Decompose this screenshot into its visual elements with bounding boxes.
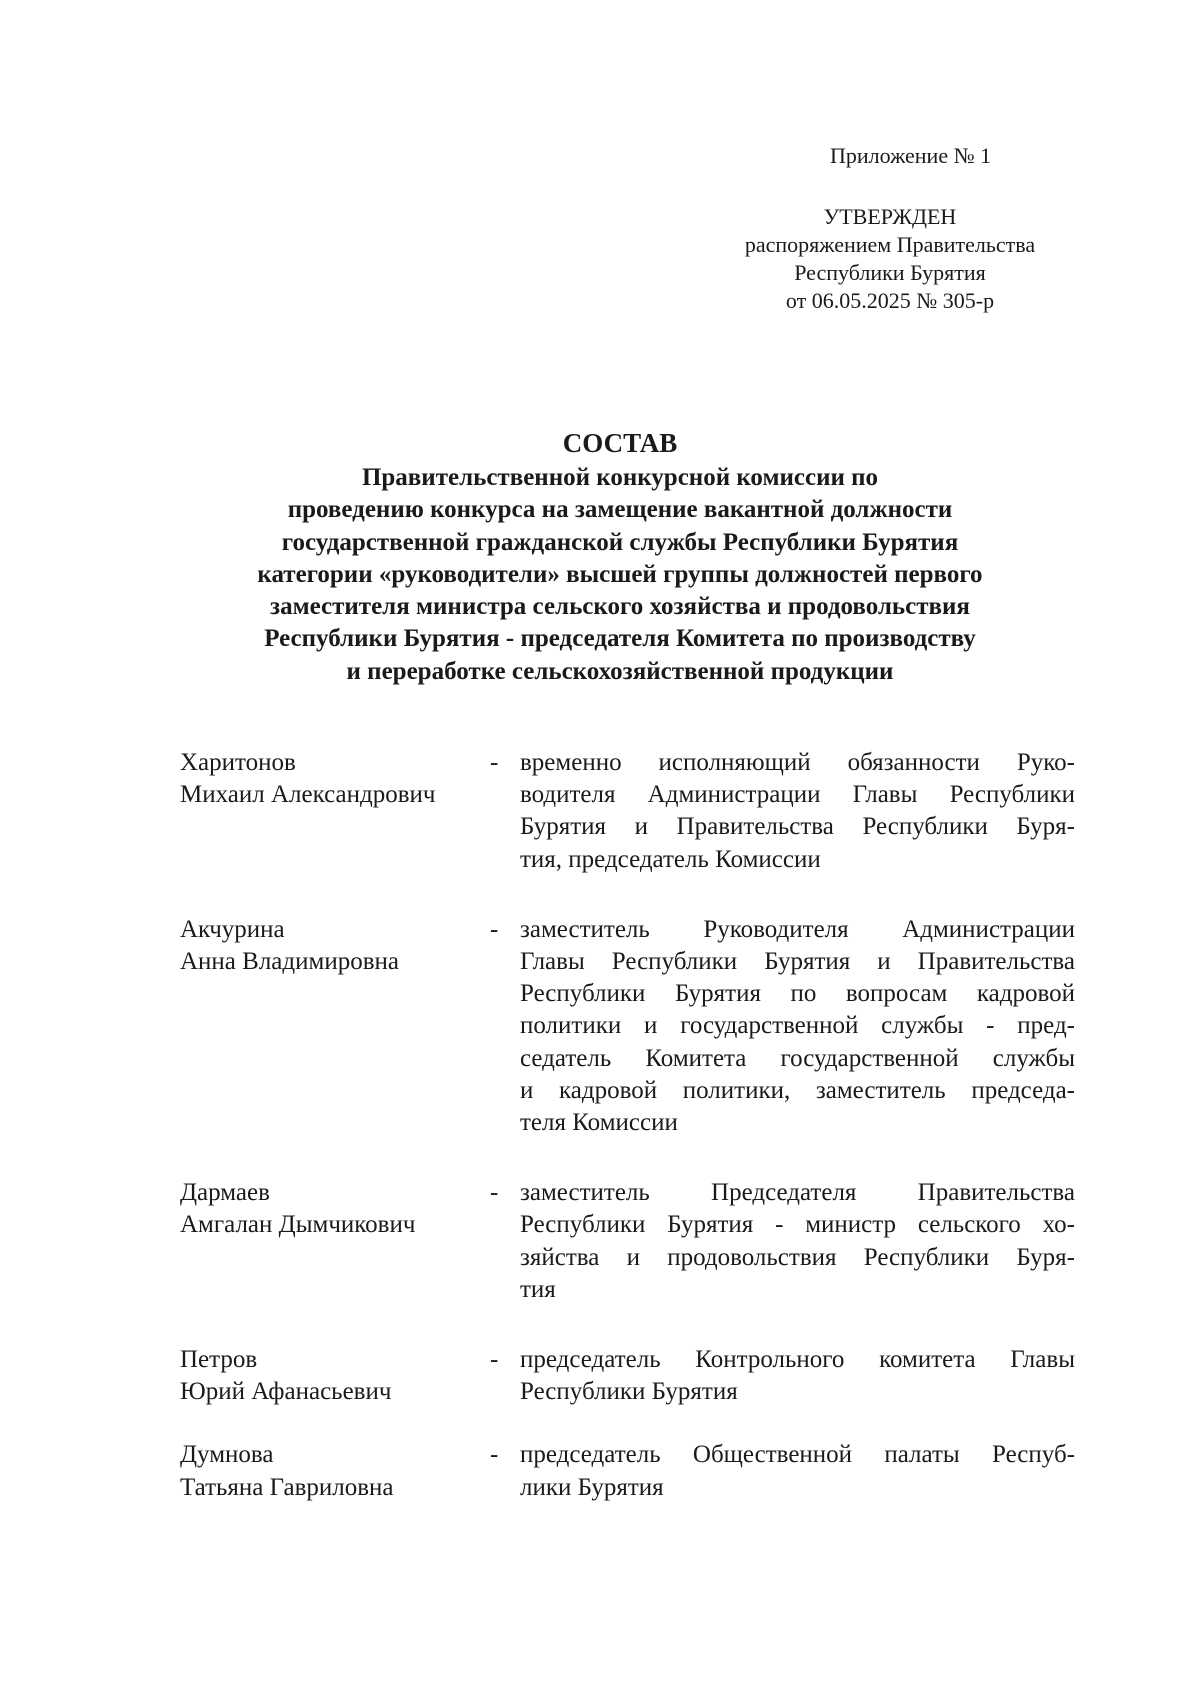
member-surname: Дармаев <box>180 1179 270 1207</box>
member-given-name: Анна Владимировна <box>180 948 399 976</box>
role-line: политики и государственной службы - пред- <box>520 1012 1075 1040</box>
member-role <box>520 1439 1075 1503</box>
role-line: тия <box>520 1275 556 1303</box>
appendix-label: Приложение № 1 <box>830 143 992 168</box>
members-list <box>180 747 1085 1504</box>
role-line: Республики Бурятия по вопросам кадровой <box>520 980 1075 1008</box>
member-dash: - <box>490 1441 499 1469</box>
document-title <box>120 426 1120 688</box>
role-line: председатель Общественной палаты Респуб- <box>520 1441 1075 1469</box>
title-line: и переработке сельскохозяйственной продукции <box>346 657 894 685</box>
role-line: седатель Комитета государственной службы <box>520 1044 1075 1072</box>
member-name <box>180 1344 490 1408</box>
role-line: зяйства и продовольствия Республики Буря- <box>520 1243 1075 1271</box>
member-dash: - <box>490 749 499 776</box>
member-dash: - <box>490 1346 499 1374</box>
role-line: заместитель Председателя Правительства <box>520 1179 1075 1207</box>
member-given-name: Амгалан Дымчикович <box>180 1211 416 1239</box>
title-line: проведению конкурса на замещение вакантной должности <box>287 496 953 524</box>
member-entry <box>180 747 1085 876</box>
role-line: временно исполняющий обязанности Руко- <box>520 749 1075 776</box>
approval-line: Республики Бурятия <box>794 260 986 285</box>
member-entry <box>180 1344 1085 1408</box>
role-line: заместитель Руководителя Администрации <box>520 915 1075 943</box>
title-line: Правительственной конкурсной комиссии по <box>361 464 879 491</box>
title-line: государственной гражданской службы Республики Бурятия <box>281 528 959 556</box>
member-role <box>520 1177 1075 1306</box>
role-line: Главы Республики Бурятия и Правительства <box>520 948 1075 976</box>
member-given-name: Михаил Александрович <box>180 781 436 809</box>
member-role <box>520 1344 1075 1408</box>
approval-line: УТВЕРЖДЕН <box>823 204 957 229</box>
approval-line: от 06.05.2025 № 305-р <box>785 288 995 313</box>
member-surname: Думнова <box>180 1441 274 1469</box>
role-line: Республики Бурятия - министр сельского хо- <box>520 1211 1075 1239</box>
role-line: председатель Контрольного комитета Главы <box>520 1346 1075 1374</box>
member-name <box>180 914 490 978</box>
member-entry <box>180 914 1085 1139</box>
role-line: лики Бурятия <box>520 1473 664 1501</box>
member-dash: - <box>490 1179 499 1207</box>
title-line: Республики Бурятия - председателя Комитета по производству <box>264 625 976 653</box>
role-line: и кадровой политики, заместитель председа- <box>520 1076 1075 1104</box>
member-role <box>520 747 1075 876</box>
member-given-name: Юрий Афанасьевич <box>180 1378 392 1406</box>
approval-stamp <box>700 203 1080 315</box>
title-main: СОСТАВ <box>562 428 678 458</box>
title-line: категории «руководители» высшей группы должностей первого <box>257 560 983 588</box>
member-dash: - <box>490 915 499 943</box>
member-name <box>180 1439 490 1503</box>
role-line: водителя Администрации Главы Республики <box>520 781 1075 809</box>
member-surname: Акчурина <box>180 915 285 943</box>
member-given-name: Татьяна Гавриловна <box>180 1473 394 1501</box>
member-entry <box>180 1439 1085 1503</box>
member-surname: Харитонов <box>180 749 296 776</box>
role-line: Республики Бурятия <box>520 1378 738 1406</box>
role-line: тия, председатель Комиссии <box>520 845 821 873</box>
member-name <box>180 1177 490 1241</box>
role-line: теля Комиссии <box>520 1109 678 1137</box>
approval-line: распоряжением Правительства <box>744 232 1036 257</box>
title-line: заместителя министра сельского хозяйства и продовольствия <box>270 593 970 621</box>
member-surname: Петров <box>180 1346 258 1374</box>
member-name <box>180 747 490 811</box>
role-line: Бурятия и Правительства Республики Буря- <box>520 813 1075 841</box>
member-entry <box>180 1177 1085 1306</box>
member-role <box>520 914 1075 1139</box>
